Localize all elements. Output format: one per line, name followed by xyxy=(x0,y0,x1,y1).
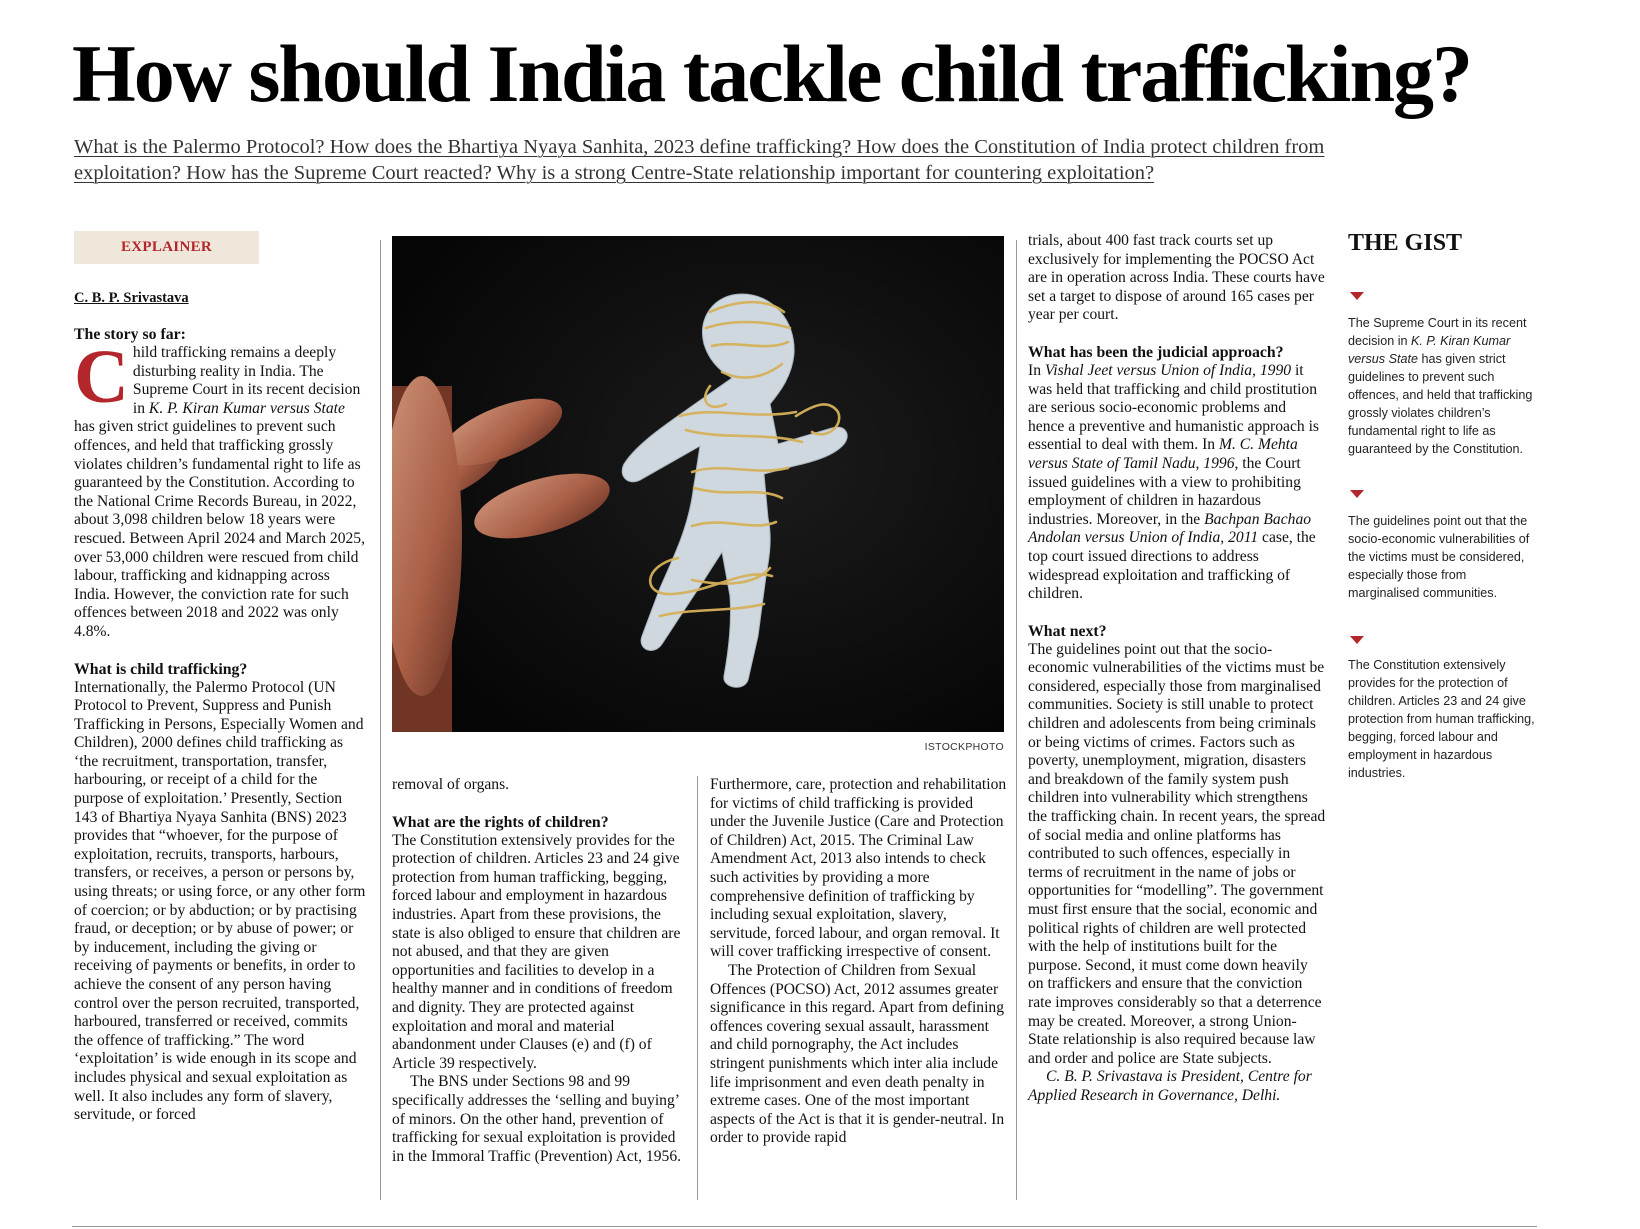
column-1 xyxy=(74,325,368,1125)
explainer-kicker: EXPLAINER xyxy=(74,231,259,264)
judicial-text-0: In xyxy=(1028,361,1045,379)
heading-judicial-approach: What has been the judicial approach? xyxy=(1028,343,1284,361)
judicial-text-1: it was held that trafficking and child prostitution are serious socio-economic problems and hence a preventive and humanistic approach is essential to deal with them. In xyxy=(1028,361,1319,454)
paper-doll-illustration xyxy=(392,236,1004,732)
heading-story-so-far: The story so far: xyxy=(74,326,186,343)
paragraph-juvenile-justice: Furthermore, care, protection and rehabilitation for victims of child trafficking is provided under the Juvenile Justice (Care and Protection of Children) Act, 2015. The Criminal Law Amendment Act, 2013 also intends to check such activities by providing a more comprehensive definition of trafficking by including sexual exploitation, slavery, servitude, forced labour, and organ removal. It will cover trafficking irrespective of consent. xyxy=(710,776,1007,961)
photo-credit: ISTOCKPHOTO xyxy=(924,741,1004,753)
gist-item-1-case: K. P. Kiran Kumar versus State xyxy=(1348,334,1511,366)
column-2 xyxy=(392,776,687,1166)
byline: C. B. P. Srivastava xyxy=(74,290,189,306)
author-note-text: C. B. P. Srivastava is President, Centre for Applied Research in Governance, Delhi. xyxy=(1028,1068,1312,1104)
heading-rights-of-children: What are the rights of children? xyxy=(392,813,609,831)
case-vishal-jeet: Vishal Jeet versus Union of India, 1990 xyxy=(1044,361,1292,379)
headline: How should India tackle child trafficking? xyxy=(72,28,1472,119)
gist-item-1-text-b: has given strict guidelines to prevent such offences, and held that trafficking grossly violates children’s fundamental right to life as guaranteed by the Constitution. xyxy=(1348,352,1533,456)
paragraph-fast-track: trials, about 400 fast track courts set up exclusively for implementing the POCSO Act are in operation across India. These courts have set a target to dispose of around 165 cases per year per court. xyxy=(1028,232,1325,324)
intro-case-name: K. P. Kiran Kumar versus State xyxy=(148,399,345,417)
author-note xyxy=(1028,1068,1326,1105)
gist-item-2: The guidelines point out that the socio-economic vulnerabilities of the victims must be considered, especially those from marginalised communities. xyxy=(1348,514,1530,600)
paragraph-bns: The BNS under Sections 98 and 99 specifically addresses the ‘selling and buying’ of minors. On the other hand, prevention of trafficking for sexual exploitation is provided in the Immoral Traffic (Prevention) Act, 1956. xyxy=(392,1073,682,1165)
dek-line-1: What is the Palermo Protocol? How does the Bhartiya Nyaya Sanhita, 2023 define trafficking? How does the Constitution of India protect children from xyxy=(74,136,1325,158)
column-divider-2 xyxy=(697,776,698,1200)
dek-line-2: exploitation? How has the Supreme Court reacted? Why is a strong Centre-State relationship important for countering exploitation? xyxy=(74,162,1155,184)
paragraph-intro xyxy=(74,335,368,642)
column-3 xyxy=(710,776,1008,1148)
drop-cap: C xyxy=(74,335,129,419)
paragraph-constitution: The Constitution extensively provides for the protection of children. Articles 23 and 24 give protection from human trafficking, begging, forced labour and employment in hazardous industries. Apart from these provisions, the state is also obliged to ensure that children are not abused, and that they are given opportunities and facilities to develop in a healthy manner and in conditions of freedom and dignity. They are protected against exploitation and moral and material abandonment under Clauses (e) and (f) of Article 39 respectively. xyxy=(392,831,681,1072)
paragraph-definition: Internationally, the Palermo Protocol (UN Protocol to Prevent, Suppress and Punish Trafficking in Persons, Especially Women and Children), 2000 defines child trafficking as ‘the recruitment, transportation, transfer, harbouring, or receipt of a child for the purpose of exploitation.’ Presently, Section 143 of Bhartiya Nyaya Sanhita (BNS) 2023 provides that “whoever, for the purpose of exploitation, recruits, transports, harbours, transfers, or receives, a person or persons by, using threats; or using force, or any other form of coercion; or by abduction; or by practising fraud, or deception; or by abuse of power; or by inducement, including the giving or receiving of payments or benefits, in order to achieve the consent of any person having control over the person recruited, transported, harboured, transferred or received, commits the offence of trafficking.” The word ‘exploitation’ is wide enough in its scope and includes physical and sexual exploitation as well. It also includes any form of slavery, servitude, or forced xyxy=(74,678,366,1124)
heading-what-is-child-trafficking: What is child trafficking? xyxy=(74,660,248,678)
gist-bullet-icon xyxy=(1350,292,1364,300)
gist-item-1 xyxy=(1348,314,1538,458)
paragraph-judicial xyxy=(1028,362,1326,604)
gist-item-3: The Constitution extensively provides for the protection of children. Articles 23 and 24 give protection from human trafficking, begging, forced labour and employment in hazardous industries. xyxy=(1348,658,1535,780)
column-divider-1 xyxy=(380,240,381,1200)
dek xyxy=(74,134,1374,186)
case-bachpan-bachao: Bachpan Bachao Andolan versus Union of India, 2011 xyxy=(1028,510,1312,547)
intro-text-b: has given strict guidelines to prevent such offences, and held that trafficking grossly violates children’s fundamental right to life as guaranteed by the Constitution. According to the National Crime Records Bureau, in 2022, about 3,098 children below 18 years were rescued. Between April 2024 and March 2025, over 53,000 children were rescued from child labour, trafficking and kidnapping across India. However, the conviction rate for such offences between 2018 and 2022 was only 4.8%. xyxy=(74,418,366,640)
paragraph-continued: removal of organs. xyxy=(392,776,510,793)
paragraph-what-next: The guidelines point out that the socio-economic vulnerabilities of the victims must be considered, especially those from marginalised communities. Society is still unable to protect children and adolescents from being criminals or being victims of crimes. Factors such as poverty, unemployment, migration, disasters and breakdown of the family system push children into vulnerability which strengthens the trafficking chain. In recent years, the spread of social media and online platforms has contributed to such offences, especially in terms of recruitment in the name of jobs or opportunities for “modelling”. The government must first ensure that the social, economic and political rights of children are well protected with the help of institutions built for the purpose. Second, it must come down heavily on traffickers and ensure that the conviction rate improves considerably so that a deterrence may be created. Moreover, a strong Union-State relationship is also required because law and order and police are State subjects. xyxy=(1028,640,1326,1067)
gist-bullet-icon xyxy=(1350,636,1364,644)
photo-paper-doll xyxy=(392,236,1004,732)
bottom-rule xyxy=(72,1226,1537,1227)
column-4 xyxy=(1028,232,1326,1106)
paragraph-pocso: The Protection of Children from Sexual Offences (POCSO) Act, 2012 assumes greater significance in this regard. Apart from defining offences covering sexual assault, harassment and child pornography, the Act includes stringent punishments which inter alia include life imprisonment and even death penalty in extreme cases. One of the most important aspects of the Act is that it is gender-neutral. In order to provide rapid xyxy=(710,961,1005,1147)
gist-bullet-icon xyxy=(1350,490,1364,498)
column-divider-3 xyxy=(1016,240,1017,1200)
judicial-text-3: case, the top court issued directions to address widespread exploitation and trafficking of children. xyxy=(1028,529,1316,603)
intro-text-a: hild trafficking remains a deeply disturbing reality in India. The Supreme Court in its recent decision in xyxy=(132,344,361,417)
heading-what-next: What next? xyxy=(1028,622,1107,640)
gist-title: THE GIST xyxy=(1348,230,1463,256)
gist-item-1-text-a: The Supreme Court in its recent decision in xyxy=(1348,316,1527,348)
judicial-text-2: , the Court issued guidelines with a view to prohibiting employment of children in hazardous industries. Moreover, in the xyxy=(1028,454,1301,528)
case-mc-mehta: M. C. Mehta versus State of Tamil Nadu, 1996 xyxy=(1028,436,1298,472)
